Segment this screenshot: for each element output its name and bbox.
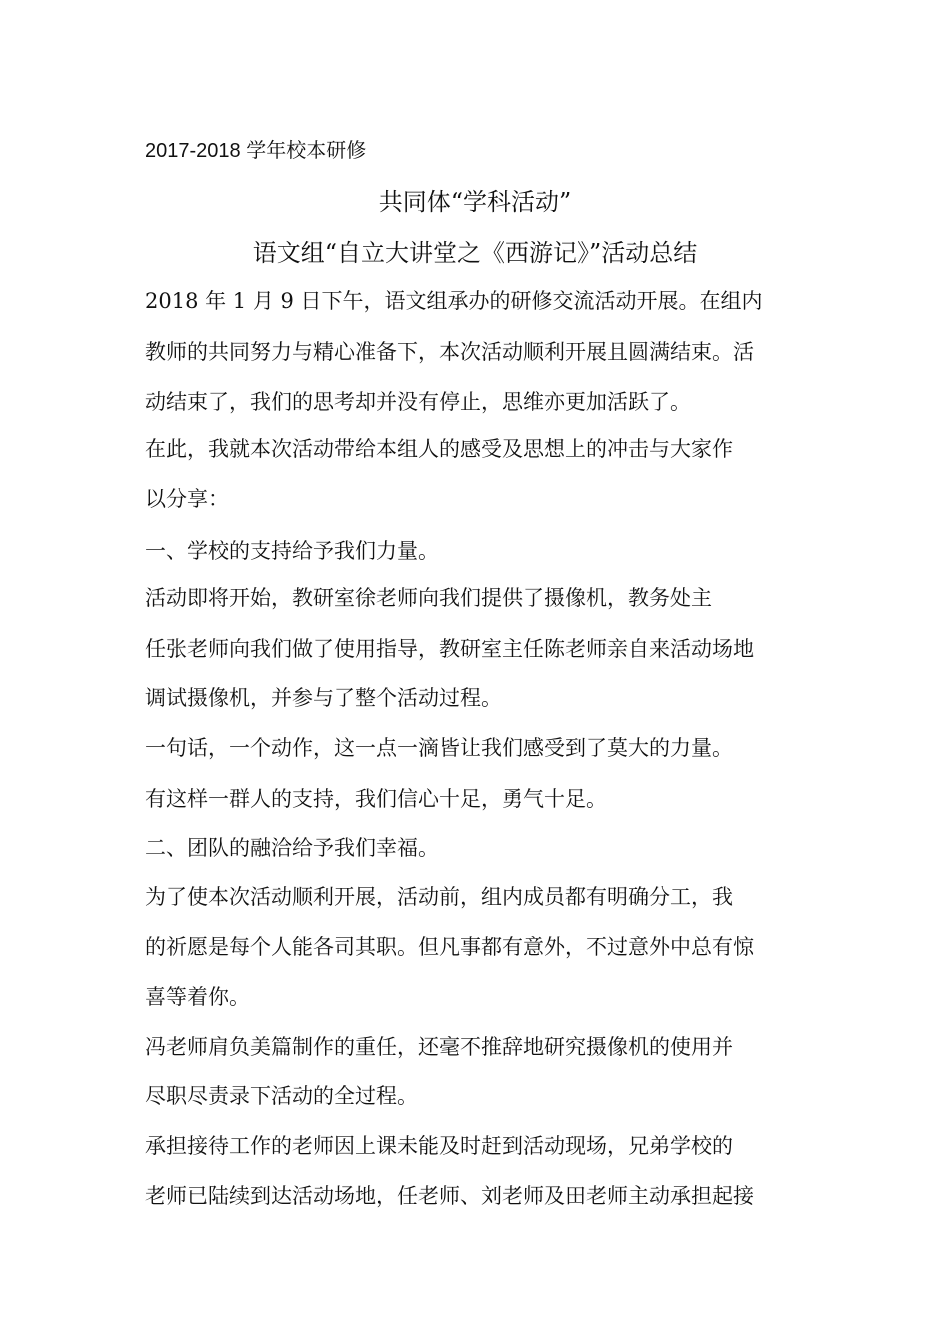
body-line: 为了使本次活动顺利开展，活动前，组内成员都有明确分工，我 (145, 885, 733, 909)
document-title-line-1: 共同体“学科活动” (378, 188, 572, 216)
body-line: 调试摄像机，并参与了整个活动过程。 (145, 686, 502, 710)
body-line: 活动即将开始，教研室徐老师向我们提供了摄像机，教务处主 (145, 586, 712, 610)
body-line: 有这样一群人的支持，我们信心十足，勇气十足。 (145, 787, 607, 811)
body-line: 2018 年 1 月 9 日下午，语文组承办的研修交流活动开展。在组内 (145, 289, 763, 313)
body-line: 以分享： (145, 487, 229, 511)
section-heading: 二、团队的融洽给予我们幸福。 (145, 836, 439, 860)
body-line: 动结束了，我们的思考却并没有停止，思维亦更加活跃了。 (145, 390, 691, 414)
document-header: 2017-2018 学年校本研修 (145, 140, 367, 162)
body-line: 一句话，一个动作，这一点一滴皆让我们感受到了莫大的力量。 (145, 736, 733, 760)
body-line: 冯老师肩负美篇制作的重任，还毫不推辞地研究摄像机的使用并 (145, 1035, 733, 1059)
section-heading: 一、学校的支持给予我们力量。 (145, 539, 439, 563)
body-line: 的祈愿是每个人能各司其职。但凡事都有意外，不过意外中总有惊 (145, 935, 754, 959)
body-line: 尽职尽责录下活动的全过程。 (145, 1084, 418, 1108)
body-line: 喜等着你。 (145, 985, 250, 1009)
body-line: 教师的共同努力与精心准备下，本次活动顺利开展且圆满结束。活 (145, 340, 754, 364)
body-line: 任张老师向我们做了使用指导，教研室主任陈老师亲自来活动场地 (145, 637, 754, 661)
body-line: 承担接待工作的老师因上课未能及时赶到活动现场，兄弟学校的 (145, 1134, 733, 1158)
body-line: 在此，我就本次活动带给本组人的感受及思想上的冲击与大家作 (145, 437, 733, 461)
body-line: 老师已陆续到达活动场地，任老师、刘老师及田老师主动承担起接 (145, 1184, 754, 1208)
document-title-line-2: 语文组“自立大讲堂之《西游记》”活动总结 (252, 239, 698, 267)
